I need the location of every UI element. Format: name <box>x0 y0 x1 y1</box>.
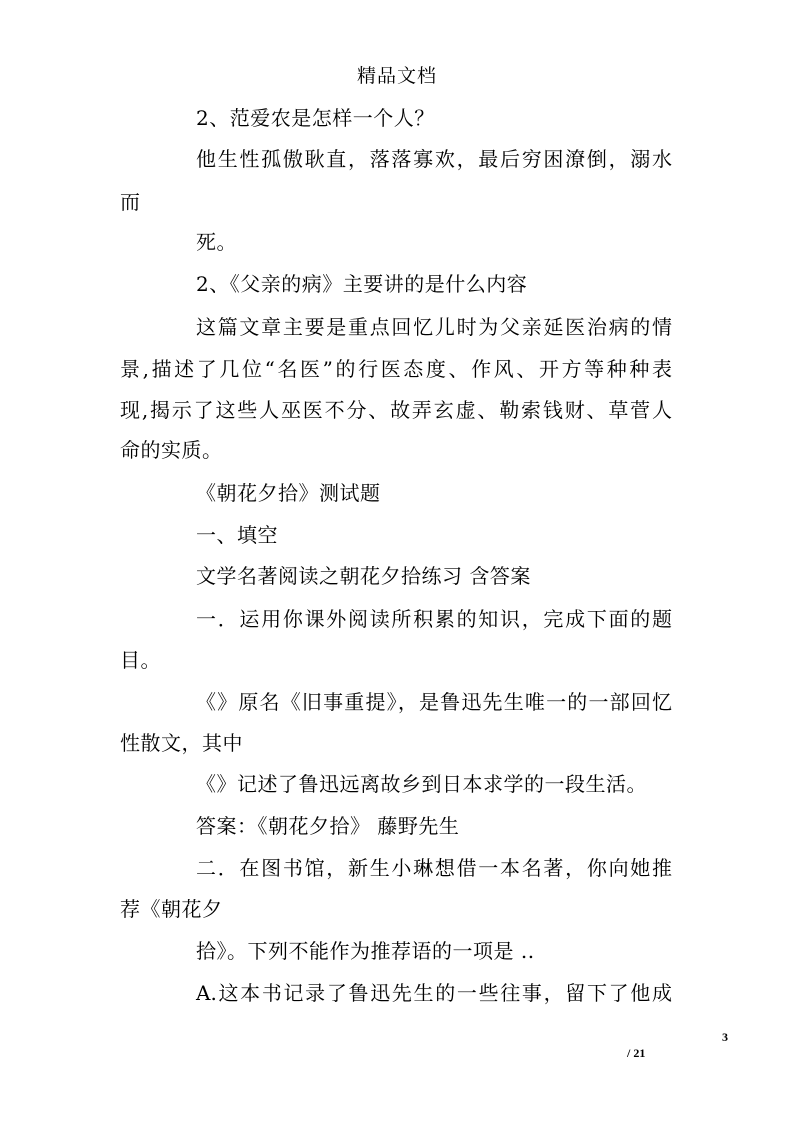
question-line: 《》记述了鲁迅远离故乡到日本求学的一段生活。 <box>196 772 647 796</box>
answer-line: 现,揭示了这些人巫医不分、故弄玄虚、勒索钱财、草菅人 <box>120 398 672 422</box>
question-line: 2、范爱农是怎样一个人？ <box>196 106 435 130</box>
question-line: 一．运用你课外阅读所积累的知识，完成下面的题 <box>196 607 672 631</box>
question-line: 《》原名《旧事重提》，是鲁迅先生唯一的一部回忆 <box>196 690 672 714</box>
option-line: A.这本书记录了鲁迅先生的一些往事，留下了他成 <box>196 981 672 1005</box>
exercise-title: 文学名著阅读之朝花夕拾练习 含答案 <box>196 564 531 588</box>
answer-line: 景,描述了几位“名医”的行医态度、作风、开方等种种表 <box>120 357 672 381</box>
answer-line: 而 <box>120 190 141 214</box>
question-line: 2、《父亲的病》主要讲的是什么内容 <box>196 272 528 296</box>
answer-line: 他生性孤傲耿直，落落寡欢，最后穷困潦倒，溺水 <box>196 147 672 171</box>
section-title: 《朝花夕拾》测试题 <box>196 481 381 505</box>
question-line: 二．在图书馆，新生小琳想借一本名著，你向她推 <box>196 856 672 880</box>
section-heading: 一、填空 <box>196 523 278 547</box>
answer-line: 命的实质。 <box>120 438 223 462</box>
question-line: 荐《朝花夕 <box>120 897 223 921</box>
page-total: / 21 <box>627 1046 646 1060</box>
question-line: 性散文，其中 <box>120 731 243 755</box>
page-number: 3 <box>722 1030 728 1044</box>
answer-line: 这篇文章主要是重点回忆儿时为父亲延医治病的情 <box>196 315 672 339</box>
answer-line: 答案：《朝花夕拾》 藤野先生 <box>196 814 460 838</box>
answer-line: 死。 <box>196 230 237 254</box>
question-line: 目。 <box>120 648 161 672</box>
page-header-title: 精品文档 <box>356 65 437 87</box>
question-line: 拾》。下列不能作为推荐语的一项是 .. <box>196 939 535 963</box>
